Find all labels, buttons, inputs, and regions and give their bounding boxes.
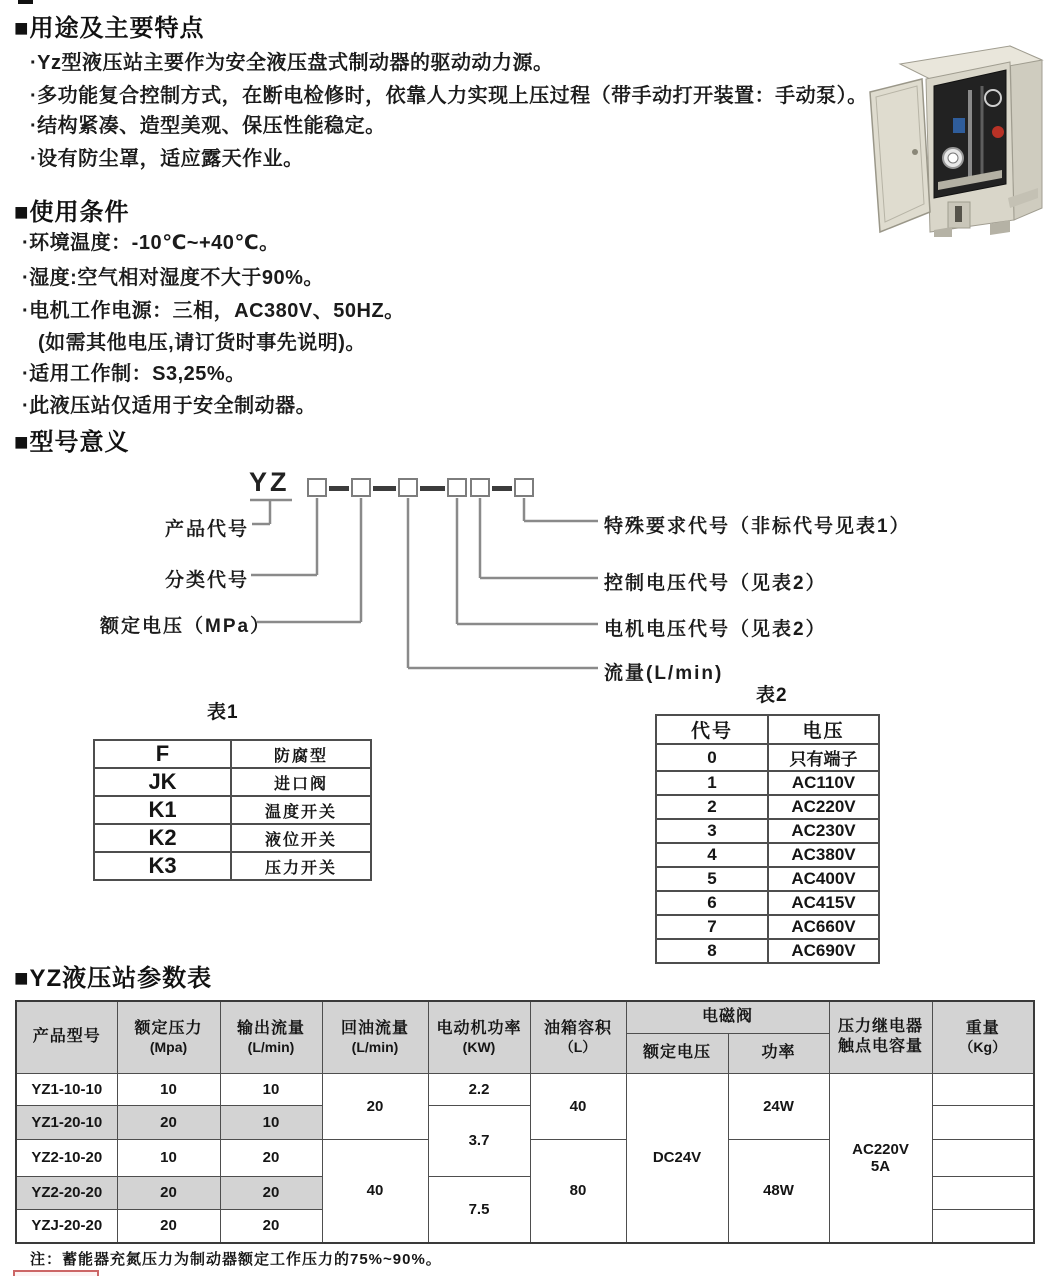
cell-return-flow: 40 — [322, 1139, 428, 1243]
cell-outflow: 10 — [220, 1105, 322, 1139]
blue-valve — [953, 118, 965, 133]
cell-weight-empty — [932, 1139, 1034, 1176]
model-label-flow: 流量(L/min) — [604, 663, 724, 684]
col-header-tank-volume: 油箱容积 （L） — [530, 1001, 626, 1073]
col-header-product: 产品型号 — [16, 1001, 117, 1073]
params-heading: ■YZ液压站参数表 — [14, 965, 213, 992]
t1-desc: 防腐型 — [231, 740, 371, 768]
t2-voltage: AC400V — [768, 867, 879, 891]
t2-code: 0 — [656, 744, 768, 771]
t2-code: 8 — [656, 939, 768, 963]
model-diagram-lines — [0, 460, 1052, 685]
cell-outflow: 10 — [220, 1073, 322, 1105]
cell-pressure: 20 — [117, 1176, 220, 1209]
cell-motor-power: 3.7 — [428, 1105, 530, 1176]
conditions-bullet-2: ·湿度:空气相对湿度不大于90%。 — [22, 267, 324, 289]
cell-pressure: 20 — [117, 1209, 220, 1243]
t2-code: 5 — [656, 867, 768, 891]
cell-model: YZJ-20-20 — [16, 1209, 117, 1243]
table1-title: 表1 — [207, 702, 239, 723]
t1-code: K1 — [94, 796, 231, 824]
conditions-bullet-5: ·此液压站仅适用于安全制动器。 — [22, 395, 317, 417]
t2-code: 1 — [656, 771, 768, 795]
cell-pressure: 10 — [117, 1073, 220, 1105]
cell-weight-empty — [932, 1073, 1034, 1105]
t1-code: F — [94, 740, 231, 768]
hydraulic-station-illustration — [858, 32, 1048, 238]
cell-pressure: 20 — [117, 1105, 220, 1139]
cell-outflow: 20 — [220, 1176, 322, 1209]
col-header-pressure: 额定压力 (Mpa) — [117, 1001, 220, 1073]
features-bullet-1: ·Yz型液压站主要作为安全液压盘式制动器的驱动动力源。 — [30, 52, 554, 74]
conditions-bullet-3-cont: (如需其他电压,请订货时事先说明)。 — [38, 332, 366, 354]
col-header-weight: 重量 （Kg） — [932, 1001, 1034, 1073]
t1-code: K2 — [94, 824, 231, 852]
cell-pressure: 10 — [117, 1139, 220, 1176]
t2-voltage: AC415V — [768, 891, 879, 915]
features-bullet-2: ·多功能复合控制方式，在断电检修时，依靠人力实现上压过程（带手动打开装置：手动泵）。 — [30, 85, 868, 107]
features-bullet-4: ·设有防尘罩，适应露天作业。 — [30, 148, 304, 170]
cell-solenoid-power: 24W — [728, 1073, 829, 1139]
model-label-product-code: 产品代号 — [165, 519, 250, 540]
cell-relay-capacity: AC220V 5A — [829, 1073, 932, 1243]
model-prefix: YZ — [249, 467, 290, 497]
cell-outflow: 20 — [220, 1139, 322, 1176]
table2 — [655, 714, 880, 964]
t2-header-voltage: 电压 — [768, 715, 879, 744]
params-table — [15, 1000, 1035, 1244]
cell-model: YZ2-20-20 — [16, 1176, 117, 1209]
cell-return-flow: 20 — [322, 1073, 428, 1139]
model-label-rated-pressure: 额定电压（MPa） — [100, 616, 272, 637]
model-label-control-voltage: 控制电压代号（见表2） — [604, 573, 827, 594]
cell-weight-empty — [932, 1105, 1034, 1139]
t1-desc: 液位开关 — [231, 824, 371, 852]
features-heading: ■用途及主要特点 — [14, 15, 205, 42]
cell-weight-empty — [932, 1176, 1034, 1209]
cell-solenoid-power: 48W — [728, 1139, 829, 1243]
t1-desc: 温度开关 — [231, 796, 371, 824]
col-header-solenoid-voltage: 额定电压 — [626, 1033, 728, 1073]
col-header-pressure-relay: 压力继电器 触点电容量 — [829, 1001, 932, 1073]
t2-header-code: 代号 — [656, 715, 768, 744]
t2-voltage: AC220V — [768, 795, 879, 819]
cell-tank-volume: 80 — [530, 1139, 626, 1243]
t1-code: JK — [94, 768, 231, 796]
cell-weight-empty — [932, 1209, 1034, 1243]
features-bullet-3: ·结构紧凑、造型美观、保压性能稳定。 — [30, 115, 386, 137]
model-heading: ■型号意义 — [14, 429, 130, 456]
footnote: 注：蓄能器充氮压力为制动器额定工作压力的75%~90%。 — [30, 1251, 442, 1268]
cell-model: YZ1-20-10 — [16, 1105, 117, 1139]
t1-desc: 压力开关 — [231, 852, 371, 880]
t2-code: 2 — [656, 795, 768, 819]
cell-tank-volume: 40 — [530, 1073, 626, 1139]
cell-motor-power: 2.2 — [428, 1073, 530, 1105]
col-header-motor-power: 电动机功率 (KW) — [428, 1001, 530, 1073]
table2-title: 表2 — [756, 685, 788, 706]
t2-voltage: 只有端子 — [768, 744, 879, 771]
conditions-bullet-1: ·环境温度：-10℃~+40℃。 — [22, 232, 280, 254]
product-photo — [858, 32, 1048, 238]
conditions-bullet-3: ·电机工作电源：三相，AC380V、50HZ。 — [22, 300, 405, 322]
t2-code: 3 — [656, 819, 768, 843]
cell-model: YZ1-10-10 — [16, 1073, 117, 1105]
cell-solenoid-voltage: DC24V — [626, 1073, 728, 1243]
model-label-class-code: 分类代号 — [165, 570, 250, 591]
t2-code: 6 — [656, 891, 768, 915]
scan-artifact-bottom-red — [13, 1270, 99, 1276]
model-label-motor-voltage: 电机电压代号（见表2） — [604, 619, 827, 640]
cell-outflow: 20 — [220, 1209, 322, 1243]
cell-motor-power: 7.5 — [428, 1176, 530, 1243]
t1-code: K3 — [94, 852, 231, 880]
scan-artifact-top — [18, 0, 33, 4]
red-knob — [992, 126, 1004, 138]
conditions-bullet-4: ·适用工作制：S3,25%。 — [22, 363, 246, 385]
model-label-special-code: 特殊要求代号（非标代号见表1） — [604, 516, 911, 537]
table1 — [93, 739, 372, 881]
cell-model: YZ2-10-20 — [16, 1139, 117, 1176]
t2-voltage: AC110V — [768, 771, 879, 795]
door-handle — [912, 149, 918, 155]
col-header-outflow: 输出流量 (L/min) — [220, 1001, 322, 1073]
t2-voltage: AC690V — [768, 939, 879, 963]
t2-voltage: AC230V — [768, 819, 879, 843]
col-header-solenoid-valve: 电磁阀 — [626, 1001, 829, 1033]
t2-code: 4 — [656, 843, 768, 867]
t1-desc: 进口阀 — [231, 768, 371, 796]
t2-voltage: AC660V — [768, 915, 879, 939]
conditions-heading: ■使用条件 — [14, 199, 130, 226]
t2-voltage: AC380V — [768, 843, 879, 867]
col-header-return-flow: 回油流量 (L/min) — [322, 1001, 428, 1073]
t2-code: 7 — [656, 915, 768, 939]
col-header-solenoid-power: 功率 — [728, 1033, 829, 1073]
